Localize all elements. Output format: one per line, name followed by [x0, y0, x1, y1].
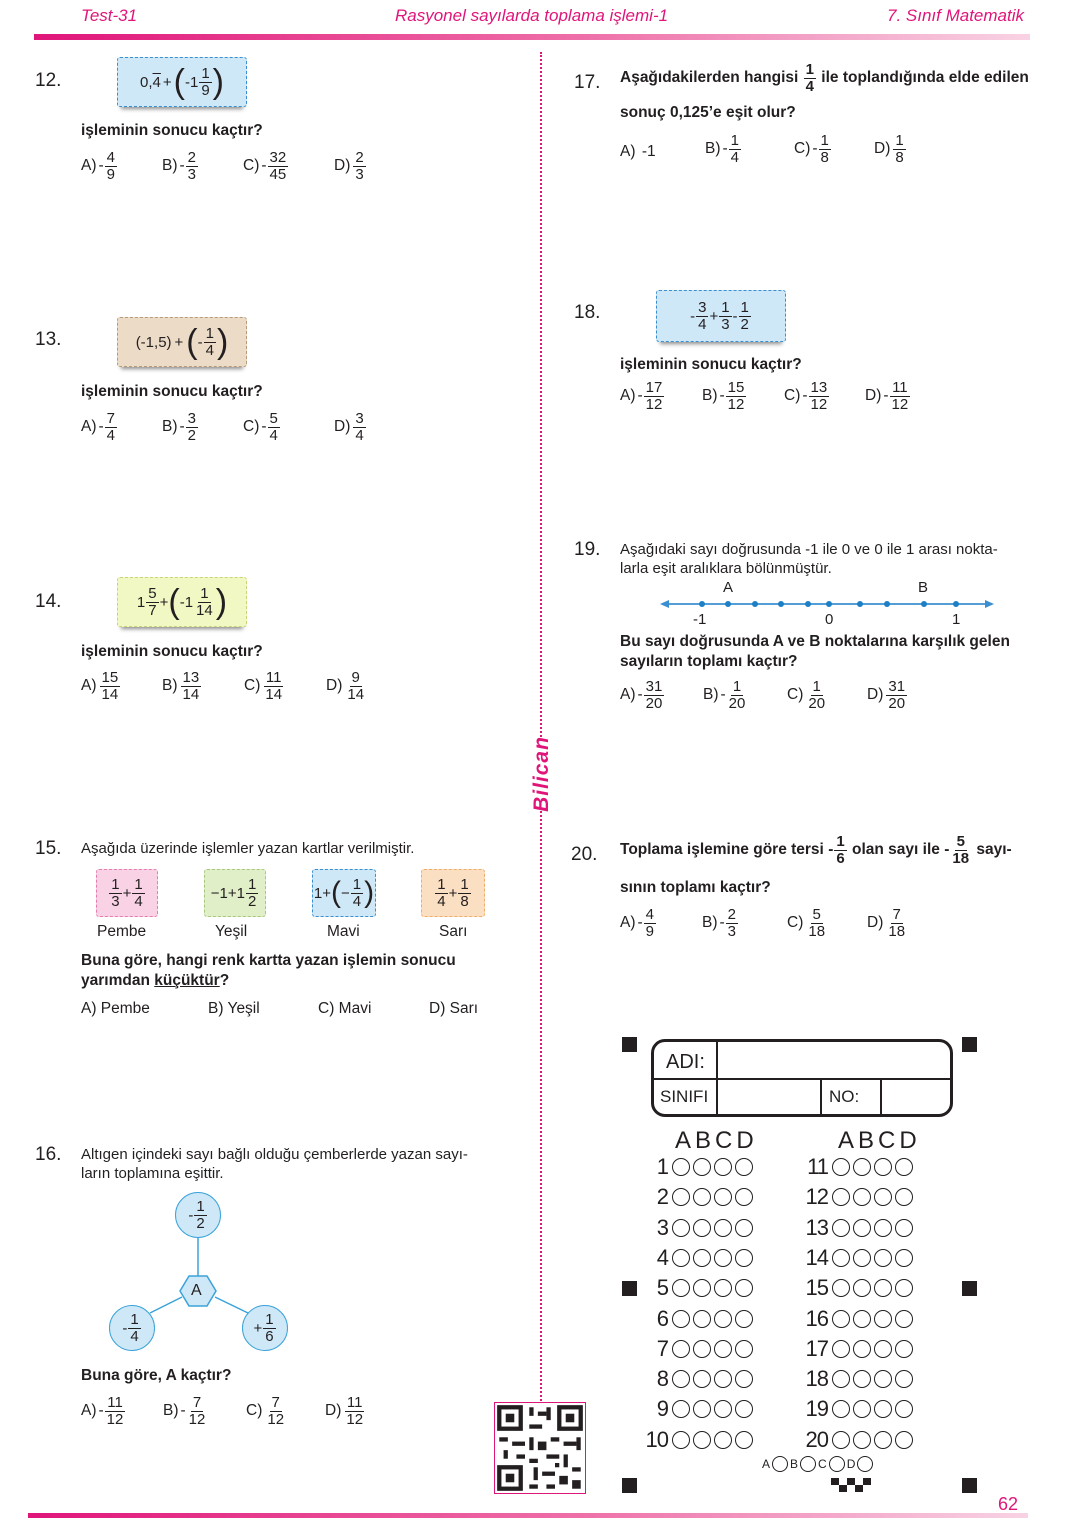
answer-bubble-d[interactable] [895, 1310, 913, 1328]
answer-bubble-a[interactable] [832, 1400, 850, 1418]
q13-prompt: işleminin sonucu kaçtır? [81, 383, 263, 400]
answer-bubble-d[interactable] [735, 1188, 753, 1206]
registration-mark [622, 1281, 637, 1296]
answer-row-number: 17 [805, 1335, 828, 1361]
answer-bubble-b[interactable] [693, 1188, 711, 1206]
q20-text: Toplama işlemine göre tersi - 1 6 olan sayı ile - 5 18 sayı- [620, 833, 1012, 867]
q20-option-d[interactable]: D) 7 18 [867, 906, 906, 940]
answer-bubble-c[interactable] [714, 1340, 732, 1358]
answer-bubble-a[interactable] [832, 1158, 850, 1176]
q16-option-c[interactable]: C) 7 12 [246, 1394, 285, 1428]
answer-row [642, 1366, 756, 1392]
grade-label: 7. Sınıf Matematik [887, 6, 1024, 25]
q16-intro: Altıgen içindeki sayı bağlı olduğu çemberlerde yazan sayı- ların toplamına eşittir. [81, 1146, 468, 1182]
answer-bubble-d[interactable] [895, 1279, 913, 1297]
answer-bubble-d[interactable] [735, 1431, 753, 1449]
q18-number: 18. [574, 302, 601, 323]
answer-row [802, 1245, 916, 1271]
q17-text: Aşağıdakilerden hangisi 1 4 ile toplandığında elde edilen [620, 61, 1029, 95]
q19-option-b[interactable]: B) - 1 20 [703, 678, 746, 712]
answer-bubble-c[interactable] [874, 1400, 892, 1418]
answer-row-number: 11 [807, 1154, 828, 1179]
q17-option-d[interactable]: D) 1 8 [874, 132, 904, 166]
answer-bubble-c[interactable] [714, 1158, 732, 1176]
q15-card-label-green: Yeşil [215, 923, 248, 940]
answer-bubble-d[interactable] [895, 1431, 913, 1449]
q20-option-b[interactable]: B) - 2 3 [702, 906, 737, 940]
q20-number: 20. [571, 844, 598, 865]
answer-bubble-b[interactable] [693, 1431, 711, 1449]
q19-tick-0: 0 [825, 611, 834, 628]
choices-header-left: ABCD [675, 1127, 758, 1154]
answer-row [802, 1306, 916, 1332]
q19-question: Bu sayı doğrusunda A ve B noktalarına karşılık gelen sayıların toplamı kaçtır? [620, 633, 1010, 670]
answer-bubble-d[interactable] [735, 1279, 753, 1297]
answer-bubble-b[interactable] [853, 1431, 871, 1449]
answer-row-number: 6 [656, 1305, 668, 1331]
q17-option-a[interactable]: A) -1 [620, 143, 656, 160]
q15-card-blue: 1+ ( − $\frac{1}{4}$ ) [312, 869, 376, 917]
answer-bubble-c[interactable] [874, 1431, 892, 1449]
q13-option-b[interactable]: B) - 3 2 [162, 410, 197, 444]
answer-bubble-d[interactable] [895, 1249, 913, 1267]
answer-bubble-b[interactable] [853, 1400, 871, 1418]
q14-option-a[interactable]: A) 15 14 [81, 669, 119, 703]
answer-bubble-a[interactable] [832, 1279, 850, 1297]
q12-expression-box: 0,4 + ( - 1 1 9 ) [117, 57, 247, 107]
q12-decimal: 0,4 [140, 73, 161, 91]
q13-option-c[interactable]: C) - 5 4 [243, 410, 278, 444]
answer-bubble-c[interactable] [714, 1310, 732, 1328]
answer-bubble-b[interactable] [853, 1340, 871, 1358]
q15-card-pink: 1 3 + $\frac{1}{4}$ [96, 869, 158, 917]
q18-expression-box: - 3 4 + $\frac{1}{3}$ - 1 2 [656, 290, 786, 342]
answer-bubble-a[interactable] [832, 1219, 850, 1237]
q18-option-c[interactable]: C) - 13 12 [784, 379, 828, 413]
topic-title: Rasyonel sayılarda toplama işlemi-1 [395, 6, 669, 25]
q16-circle-left: - 1 4 [109, 1305, 155, 1351]
answer-bubble-b[interactable] [853, 1188, 871, 1206]
answer-bubble-a[interactable] [672, 1249, 690, 1267]
q19-point-b: B [918, 579, 929, 596]
answer-bubble-b[interactable] [853, 1249, 871, 1267]
answer-bubble-d[interactable] [735, 1400, 753, 1418]
q19-point-a: A [723, 579, 734, 596]
choices-header-right: ABCD [838, 1127, 921, 1154]
answer-bubble-d[interactable] [735, 1340, 753, 1358]
answer-row-number: 2 [656, 1184, 668, 1210]
q19-number: 19. [574, 539, 601, 560]
answer-row-number: 19 [805, 1396, 828, 1422]
q18-prompt: işleminin sonucu kaçtır? [620, 356, 802, 373]
q20-option-a[interactable]: A) - 4 9 [620, 906, 655, 940]
q15-card-label-orange: Sarı [439, 923, 468, 940]
answer-bubble-b[interactable] [693, 1219, 711, 1237]
answer-row [802, 1366, 916, 1392]
answer-row-number: 16 [805, 1305, 828, 1331]
answer-row [642, 1427, 756, 1453]
answer-bubble-a[interactable] [832, 1188, 850, 1206]
answer-bubble-d[interactable] [735, 1370, 753, 1388]
q19-option-c[interactable]: C) 1 20 [787, 678, 826, 712]
q13-option-d[interactable]: D) 3 4 [334, 410, 364, 444]
q12-option-a[interactable]: A) - 4 9 [81, 149, 116, 183]
q19-tick-minus1: -1 [693, 611, 707, 628]
q15-intro: Aşağıda üzerinde işlemler yazan kartlar verilmiştir. [81, 840, 415, 857]
q14-option-d[interactable]: D) 9 14 [326, 669, 365, 703]
answer-bubble-b[interactable] [693, 1158, 711, 1176]
q17-option-b[interactable]: B) - 1 4 [705, 132, 740, 166]
answer-bubble-c[interactable] [874, 1310, 892, 1328]
answer-row [642, 1245, 756, 1271]
q16-option-a[interactable]: A) - 11 12 [81, 1394, 124, 1428]
q19-intro: Aşağıdaki sayı doğrusunda -1 ile 0 ve 0 ile 1 arası nokta- larla eşit aralıklara bölünmüştür. [620, 541, 998, 577]
q14-expression-box: 1 5 7 + ( - 1 1 14 ) [117, 577, 247, 627]
q15-card-label-pink: Pembe [97, 923, 147, 940]
answer-bubble-d[interactable] [895, 1158, 913, 1176]
registration-mark [622, 1037, 637, 1052]
q16-hexagon-label: A [191, 1282, 202, 1299]
answer-bubble-b[interactable] [693, 1249, 711, 1267]
q15-option-b[interactable]: B) Yeşil [208, 1000, 260, 1017]
q18-option-d[interactable]: D) - 11 12 [865, 379, 909, 413]
q19-option-a[interactable]: A) - 31 20 [620, 678, 663, 712]
answer-row [642, 1154, 756, 1180]
answer-row-number: 12 [805, 1184, 828, 1210]
registration-mark [962, 1478, 977, 1493]
answer-row-number: 1 [656, 1154, 668, 1179]
answer-bubble-b[interactable] [853, 1310, 871, 1328]
answer-bubble-a[interactable] [832, 1249, 850, 1267]
q12-option-d[interactable]: D) 2 3 [334, 149, 364, 183]
answer-row-number: 13 [805, 1214, 828, 1240]
answer-row-number: 15 [805, 1275, 828, 1301]
q16-circle-right: + $\frac{1}{6}$ [242, 1305, 288, 1351]
q19-option-d[interactable]: D) 31 20 [867, 678, 906, 712]
name-label: ADI: [666, 1051, 705, 1073]
answer-row-number: 8 [656, 1366, 668, 1392]
no-field[interactable] [882, 1080, 944, 1112]
answer-bubble-a[interactable] [672, 1310, 690, 1328]
answer-row [802, 1154, 916, 1180]
answer-bubble-c[interactable] [714, 1188, 732, 1206]
answer-bubble-c[interactable] [874, 1279, 892, 1297]
registration-mark [962, 1037, 977, 1052]
answer-row [802, 1275, 916, 1301]
answer-row [642, 1184, 756, 1210]
answer-bubble-c[interactable] [714, 1431, 732, 1449]
answer-bubble-d[interactable] [895, 1370, 913, 1388]
answer-bubble-c[interactable] [874, 1340, 892, 1358]
footer-rule [28, 1513, 1028, 1518]
q17-text-line2: sonuç 0,125’e eşit olur? [620, 104, 796, 121]
class-field[interactable] [718, 1080, 818, 1112]
q19-number-line [660, 596, 994, 612]
q14-prompt: işleminin sonucu kaçtır? [81, 643, 263, 660]
answer-row [802, 1427, 916, 1453]
q18-option-b[interactable]: B) - 15 12 [702, 379, 745, 413]
answer-bubble-b[interactable] [853, 1158, 871, 1176]
answer-bubble-a[interactable] [672, 1158, 690, 1176]
answer-row [802, 1396, 916, 1422]
answer-bubble-d[interactable] [735, 1219, 753, 1237]
answer-bubble-a[interactable] [832, 1340, 850, 1358]
q15-option-c[interactable]: C) Mavi [318, 1000, 372, 1017]
answer-bubble-d[interactable] [895, 1188, 913, 1206]
answer-bubble-c[interactable] [714, 1279, 732, 1297]
answer-key-legend: A B C D [762, 1456, 875, 1472]
answer-bubble-d[interactable] [735, 1249, 753, 1267]
answer-bubble-b[interactable] [693, 1310, 711, 1328]
q16-option-d[interactable]: D) 11 12 [325, 1394, 364, 1428]
answer-bubble-c[interactable] [714, 1219, 732, 1237]
q15-option-a[interactable]: A) Pembe [81, 1000, 150, 1017]
answer-bubble-d[interactable] [895, 1400, 913, 1418]
answer-bubble-c[interactable] [874, 1158, 892, 1176]
answer-bubble-b[interactable] [853, 1279, 871, 1297]
q14-number: 14. [35, 591, 62, 612]
answer-row [642, 1215, 756, 1241]
answer-bubble-a[interactable] [672, 1279, 690, 1297]
answer-bubble-d[interactable] [735, 1158, 753, 1176]
brand-logo: Bilican [518, 740, 562, 810]
answer-bubble-d[interactable] [895, 1219, 913, 1237]
answer-bubble-c[interactable] [714, 1400, 732, 1418]
answer-row-number: 10 [645, 1426, 668, 1452]
q12-prompt: işleminin sonucu kaçtır? [81, 122, 263, 139]
q13-option-a[interactable]: A) - 7 4 [81, 410, 116, 444]
answer-bubble-a[interactable] [672, 1431, 690, 1449]
name-field[interactable] [718, 1044, 944, 1078]
qr-code-icon [495, 1403, 585, 1493]
answer-bubble-b[interactable] [853, 1370, 871, 1388]
answer-bubble-c[interactable] [714, 1370, 732, 1388]
registration-mark [962, 1281, 977, 1296]
answer-bubble-a[interactable] [832, 1310, 850, 1328]
q19-tick-1: 1 [952, 611, 961, 628]
answer-bubble-a[interactable] [832, 1370, 850, 1388]
answer-bubble-d[interactable] [895, 1340, 913, 1358]
q15-card-orange: 1 4 + $\frac{1}{8}$ [421, 869, 485, 917]
test-label: Test-31 [81, 6, 138, 25]
q15-question: Buna göre, hangi renk kartta yazan işlemin sonucu yarımdan küçüktür? [81, 952, 456, 989]
q17-number: 17. [574, 72, 601, 93]
page-number: 62 [998, 1494, 1019, 1514]
q13-number: 13. [35, 329, 62, 350]
answer-bubble-a[interactable] [672, 1188, 690, 1206]
answer-row [642, 1396, 756, 1422]
answer-row-number: 14 [805, 1244, 828, 1270]
header-rule [34, 34, 1030, 40]
qr-code[interactable] [494, 1402, 586, 1494]
answer-row-number: 5 [656, 1275, 668, 1301]
q16-question: Buna göre, A kaçtır? [81, 1367, 232, 1384]
q15-option-d[interactable]: D) Sarı [429, 1000, 479, 1017]
no-label: NO: [829, 1087, 860, 1106]
q13-expression-box: (-1,5) + ( - 1 4 ) [117, 317, 247, 367]
answer-bubble-b[interactable] [693, 1340, 711, 1358]
answer-bubble-b[interactable] [693, 1279, 711, 1297]
q12-option-b[interactable]: B) - 2 3 [162, 149, 197, 183]
q14-option-b[interactable]: B) 13 14 [162, 669, 200, 703]
answer-row-number: 4 [656, 1244, 668, 1270]
q12-number: 12. [35, 70, 62, 91]
q15-number: 15. [35, 838, 62, 859]
answer-bubble-c[interactable] [714, 1249, 732, 1267]
answer-row-number: 20 [805, 1426, 828, 1452]
class-label: SINIFI [660, 1087, 709, 1106]
answer-bubble-a[interactable] [672, 1400, 690, 1418]
answer-bubble-b[interactable] [693, 1370, 711, 1388]
answer-row [802, 1184, 916, 1210]
q15-card-label-blue: Mavi [327, 923, 360, 940]
student-info-form [651, 1039, 953, 1117]
q16-option-b[interactable]: B) - 7 12 [163, 1394, 206, 1428]
answer-bubble-c[interactable] [874, 1219, 892, 1237]
answer-bubble-a[interactable] [672, 1340, 690, 1358]
answer-bubble-c[interactable] [874, 1370, 892, 1388]
answer-bubble-b[interactable] [693, 1400, 711, 1418]
q16-number: 16. [35, 1144, 62, 1165]
q20-text-line2: sının toplamı kaçtır? [620, 879, 771, 896]
q18-option-a[interactable]: A) - 17 12 [620, 379, 663, 413]
answer-row [802, 1336, 916, 1362]
answer-row [642, 1275, 756, 1301]
q20-option-c[interactable]: C) 5 18 [787, 906, 826, 940]
registration-mark [622, 1478, 637, 1493]
answer-row [802, 1215, 916, 1241]
answer-bubble-c[interactable] [874, 1188, 892, 1206]
q16-circle-top: - 1 2 [175, 1192, 221, 1238]
answer-bubble-c[interactable] [874, 1249, 892, 1267]
answer-row [642, 1306, 756, 1332]
answer-bubble-a[interactable] [672, 1370, 690, 1388]
answer-row-number: 9 [656, 1396, 668, 1422]
q15-card-green: −1+1 1 2 [204, 869, 266, 917]
checker-mark [831, 1478, 871, 1492]
answer-row-number: 18 [805, 1366, 828, 1392]
answer-bubble-a[interactable] [672, 1219, 690, 1237]
answer-bubble-b[interactable] [853, 1219, 871, 1237]
answer-row-number: 3 [656, 1214, 668, 1240]
answer-bubble-d[interactable] [735, 1310, 753, 1328]
answer-bubble-a[interactable] [832, 1431, 850, 1449]
answer-row-number: 7 [656, 1335, 668, 1361]
q17-option-c[interactable]: C) - 1 8 [794, 132, 829, 166]
q12-option-c[interactable]: C) - 32 45 [243, 149, 287, 183]
answer-row [642, 1336, 756, 1362]
q14-option-c[interactable]: C) 11 14 [244, 669, 283, 703]
